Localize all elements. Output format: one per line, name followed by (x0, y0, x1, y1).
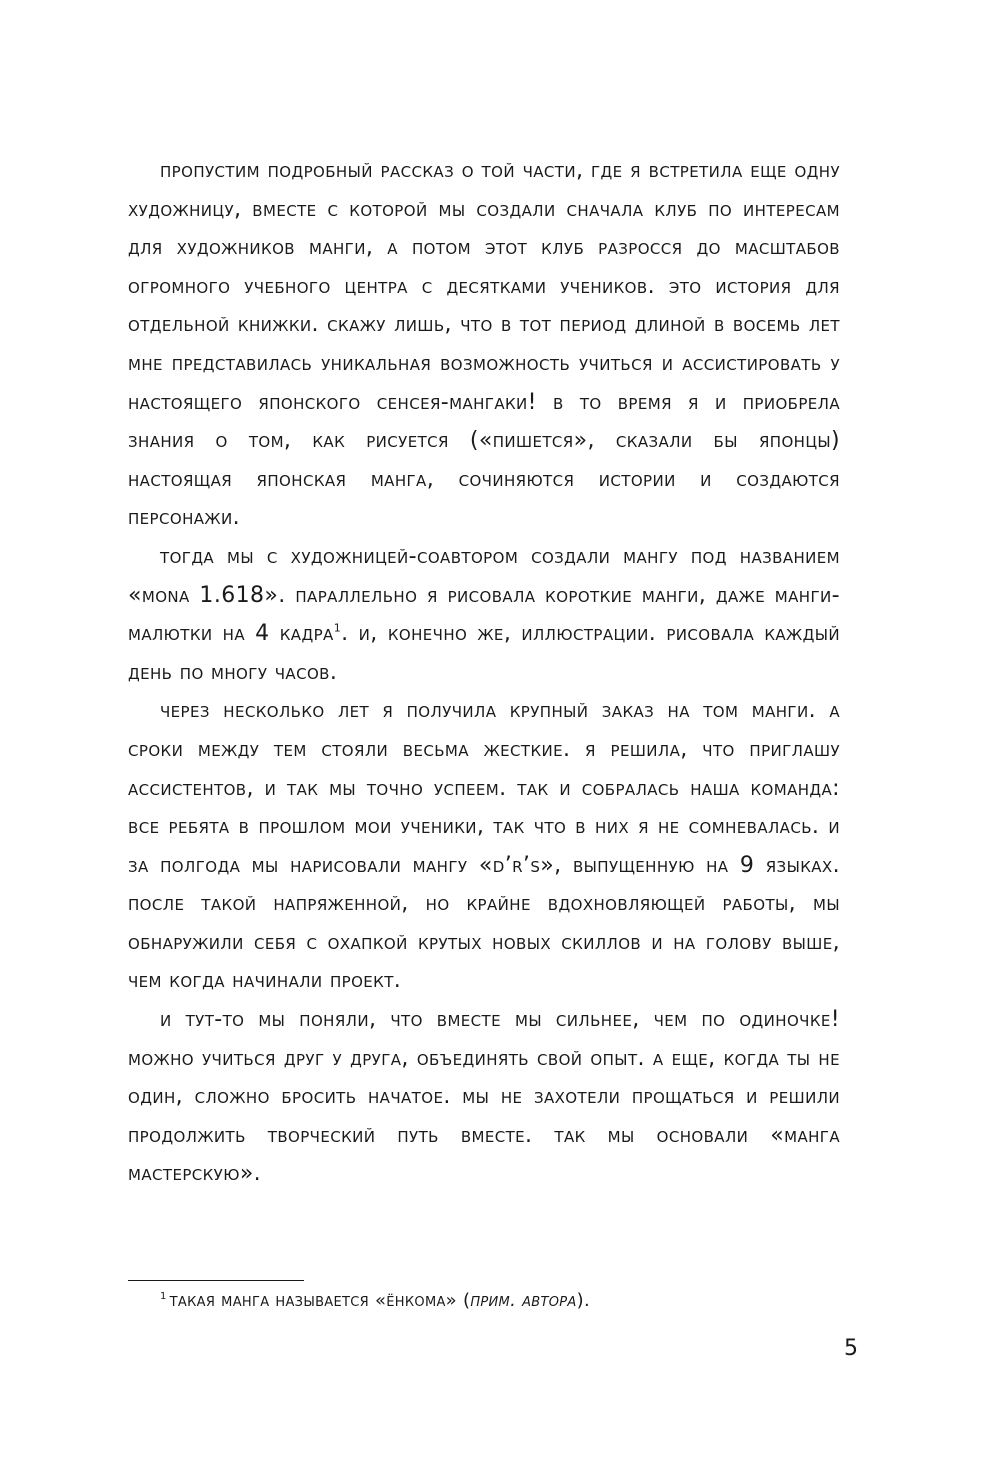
paragraph-4: и тут-то мы поняли, что вместе мы сильнее, чем по одиночке! можно учиться друг у друга, объединять свой опыт. а еще, когда ты не один, сложно бросить начатое. мы не захотели прощаться и решили продолжить творческий путь вместе. так мы основали «манга мастерскую». (128, 1007, 840, 1187)
footnote-closing: ). (576, 1290, 590, 1311)
paragraph-1: пропустим подробный рассказ о той части, где я встретила еще одну художницу, вместе с которой мы создали сначала клуб по интересам для художников манги, а потом этот клуб разросся до масштабов огромного учебного центра с десятками учеников. это история для отдельной книжки. скажу лишь, что в тот период длиной в восемь лет мне представилась уникальная возможность учиться и ассистировать у настоящего японского сенсея-мангаки! в то время я и приобрела знания о том, как рисуется («пишется», сказали бы японцы) настоящая японская манга, сочиняются истории и создаются персонажи. (128, 158, 840, 531)
footnote (160, 1289, 820, 1313)
page-number: 5 (844, 1336, 858, 1361)
paragraph-2-text-before: тогда мы с художницей-соавтором создали мангу под названием «mona 1.618». параллельно я рисовала короткие манги, даже манги-малютки на 4 кадра (128, 543, 840, 647)
paragraph-3: через несколько лет я получила крупный заказ на том манги. а сроки между тем стояли весьма жесткие. я решила, что приглашу ассистентов, и так мы точно успеем. так и собралась наша команда: все ребята в прошлом мои ученики, так что в них я не сомневалась. и за полгода мы нарисовали мангу «d’r’s», выпущенную на 9 языках. после такой напряженной, но крайне вдохновляющей работы, мы обнаружили себя с охапкой крутых новых скиллов и на голову выше, чем когда начинали проект. (128, 698, 840, 994)
body-text (128, 152, 840, 1194)
footnote-reference: 1 (333, 621, 342, 635)
footnote-number: 1 (160, 1291, 167, 1302)
footnote-italic: прим. автора (470, 1290, 577, 1311)
footnote-divider (128, 1280, 304, 1281)
paragraph-2-text-after: . и, конечно же, иллюстрации. рисовала каждый день по многу часов. (128, 621, 840, 685)
footnote-text: такая манга называется «ёнкома» ( (169, 1290, 471, 1311)
paragraph-2 (128, 538, 840, 692)
